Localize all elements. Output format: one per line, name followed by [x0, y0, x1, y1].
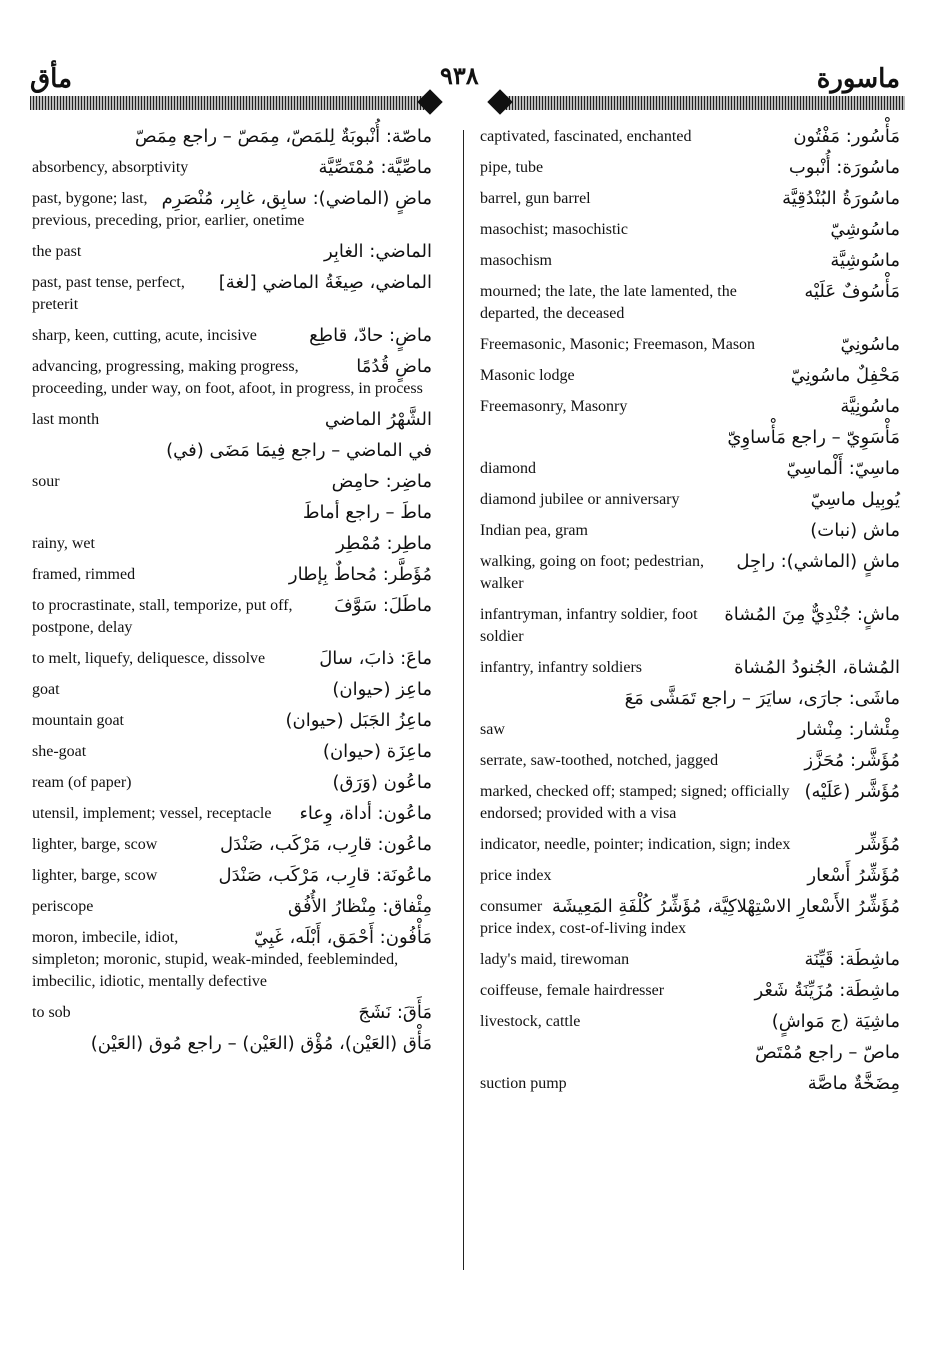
dictionary-entry: [32, 126, 432, 148]
dictionary-entry: [32, 595, 432, 639]
definition-english: infantryman, infantry soldier, foot soldier: [480, 606, 698, 645]
header-rule-right: [500, 96, 905, 110]
headword-arabic: ماشٍ: جُنْدِيٌّ مِنَ المُشاة: [724, 604, 900, 625]
headword-arabic: مَأْفُون: أَحْمَق، أَبْلَه، غَبِيّ: [253, 927, 432, 948]
running-head-right: ماسورة: [816, 64, 900, 93]
dictionary-entry: [480, 896, 900, 940]
headword-arabic: مُؤَشِّر: [856, 834, 900, 855]
definition-english: last month: [32, 411, 100, 428]
definition-english: to melt, liquefy, deliquesce, dissolve: [32, 650, 266, 667]
headword-arabic: ماسُونِيّ: [840, 334, 900, 355]
dictionary-entry: [32, 241, 432, 263]
headword-arabic: ماضٍ: حادّ، قاطِع: [309, 325, 432, 346]
headword-arabic: مَأْسَوِيّ – راجع مَأْساوِيّ: [727, 427, 900, 448]
dictionary-entry: [480, 781, 900, 825]
headword-arabic: ماطَ – راجع أماطَ: [302, 502, 432, 523]
definition-english: consumer price index, cost-of-living index: [480, 898, 687, 937]
headword-arabic: ماش (نبات): [810, 520, 900, 541]
ornament-diamond-right: [487, 89, 512, 114]
headword-arabic: مِئْشار: مِنْشار: [797, 719, 900, 740]
dictionary-entry: [32, 471, 432, 493]
dictionary-entry: [32, 440, 432, 462]
definition-english: she-goat: [32, 743, 87, 760]
dictionary-entry: [480, 750, 900, 772]
definition-english: Freemasonry, Masonry: [480, 398, 628, 415]
headword-arabic: مَأْسُور: مَفْتُون: [793, 126, 900, 147]
headword-arabic: ماسُونِيَّة: [840, 396, 900, 417]
definition-english: past, past tense, perfect, preterit: [32, 274, 185, 313]
dictionary-entry: [32, 356, 432, 400]
headword-arabic: مَأْق (العَيْن)، مُؤْق (العَيْن) – راجع مُوق (العَيْن): [90, 1033, 432, 1054]
definition-english: goat: [32, 681, 60, 698]
dictionary-entry: [480, 719, 900, 741]
headword-arabic: ماشِيَة (ج مَواشٍ): [771, 1011, 900, 1032]
definition-english: advancing, progressing, making progress, proceeding, under way, on foot, afoot, in progress, in process: [32, 358, 423, 397]
dictionary-entry: [480, 126, 900, 148]
headword-arabic: ماسُوشِيَّة: [830, 250, 900, 271]
dictionary-entry: [480, 657, 900, 679]
definition-english: the past: [32, 243, 82, 260]
dictionary-entry: [32, 741, 432, 763]
definition-english: rainy, wet: [32, 535, 95, 552]
headword-arabic: ماعِزَة (حيوان): [322, 741, 432, 762]
dictionary-entry: [480, 949, 900, 971]
definition-english: diamond jubilee or anniversary: [480, 491, 680, 508]
definition-english: mourned; the late, the late lamented, the departed, the deceased: [480, 283, 737, 322]
headword-arabic: ماطَلَ: سَوَّفَ: [334, 595, 432, 616]
headword-arabic: ماشَى: جارَى، سايَرَ – راجع تَمَشَّى مَعَ: [624, 688, 900, 709]
dictionary-entry: [32, 679, 432, 701]
headword-arabic: ماضِر: حامِض: [331, 471, 432, 492]
headword-arabic: مِضَخَّةٌ ماصَّة: [807, 1073, 900, 1094]
headword-arabic: ماسُورَةُ البُنْدُقِيَّة: [782, 188, 900, 209]
running-head-left: مأق: [30, 64, 73, 93]
definition-english: ream (of paper): [32, 774, 132, 791]
dictionary-entry: [32, 1033, 432, 1055]
definition-english: saw: [480, 721, 505, 738]
dictionary-entry: [480, 865, 900, 887]
definition-english: periscope: [32, 898, 94, 915]
dictionary-entry: [480, 250, 900, 272]
headword-arabic: ماشِطَة: قَيِّنَة: [804, 949, 900, 970]
dictionary-entry: [32, 188, 432, 232]
definition-english: lady's maid, tirewoman: [480, 951, 630, 968]
dictionary-entry: [480, 334, 900, 356]
dictionary-entry: [480, 188, 900, 210]
dictionary-entry: [32, 710, 432, 732]
dictionary-entry: [32, 564, 432, 586]
dictionary-entry: [480, 1011, 900, 1033]
dictionary-entry: [32, 502, 432, 524]
dictionary-entry: [32, 325, 432, 347]
dictionary-entry: [480, 396, 900, 418]
dictionary-entry: [480, 157, 900, 179]
definition-english: pipe, tube: [480, 159, 544, 176]
dictionary-entry: [32, 272, 432, 316]
headword-arabic: ماعُون: أداة، وِعاء: [299, 803, 432, 824]
dictionary-entry: [32, 772, 432, 794]
definition-english: Freemasonic, Masonic; Freemason, Mason: [480, 336, 756, 353]
headword-arabic: ماطِر: مُمْطِر: [336, 533, 432, 554]
definition-english: Masonic lodge: [480, 367, 575, 384]
headword-arabic: مُؤَشَّر: مُحَزَّز: [804, 750, 900, 771]
headword-arabic: مُؤَطَّر: مُحاطٌ بِإطار: [288, 564, 432, 585]
definition-english: barrel, gun barrel: [480, 190, 591, 207]
headword-arabic: ماصّ – راجع مُمْتَصّ: [755, 1042, 900, 1063]
definition-english: livestock, cattle: [480, 1013, 581, 1030]
definition-english: captivated, fascinated, enchanted: [480, 128, 692, 145]
definition-english: sharp, keen, cutting, acute, incisive: [32, 327, 257, 344]
headword-arabic: ماشٍ (الماشي): راجِل: [736, 551, 900, 572]
dictionary-entry: [32, 865, 432, 887]
headword-arabic: مُؤَشِّرُ أَسْعار: [807, 865, 900, 886]
headword-arabic: ماضٍ (الماضي): سابِق، غابِر، مُنْصَرِم: [161, 188, 432, 209]
dictionary-entry: [480, 604, 900, 648]
headword-arabic: مَأَقَ: نَشَجَ: [358, 1002, 432, 1023]
definition-english: absorbency, absorptivity: [32, 159, 189, 176]
dictionary-entry: [480, 365, 900, 387]
dictionary-entry: [480, 1042, 900, 1064]
definition-english: marked, checked off; stamped; signed; officially endorsed; provided with a visa: [480, 783, 790, 822]
headword-arabic: ماعَ: ذابَ، سالَ: [319, 648, 432, 669]
headword-arabic: الماضي: الغابِر: [323, 241, 432, 262]
definition-english: mountain goat: [32, 712, 124, 729]
dictionary-entry: [32, 834, 432, 856]
headword-arabic: ماصِّيَّة: مُمْتَصِّيَّة: [318, 157, 432, 178]
definition-english: diamond: [480, 460, 536, 477]
headword-arabic: مُؤَشِّرُ الأَسْعارِ الاسْتِهْلاكِيَّة، مُؤَشِّرُ كُلْفَةِ المَعِيشَة: [551, 896, 900, 917]
definition-english: utensil, implement; vessel, receptacle: [32, 805, 272, 822]
definition-english: framed, rimmed: [32, 566, 136, 583]
definition-english: past, bygone; last, previous, preceding, prior, earlier, onetime: [32, 190, 305, 229]
right-column: [480, 126, 900, 1104]
headword-arabic: ماسُورَة: أُنْبوب: [788, 157, 900, 178]
dictionary-entry: [32, 1002, 432, 1024]
definition-english: infantry, infantry soldiers: [480, 659, 643, 676]
dictionary-entry: [480, 219, 900, 241]
definition-english: lighter, barge, scow: [32, 836, 158, 853]
dictionary-entry: [480, 834, 900, 856]
dictionary-entry: [32, 648, 432, 670]
definition-english: price index: [480, 867, 552, 884]
headword-arabic: ماشِطَة: مُزَيِّنَةُ شَعْر: [754, 980, 900, 1001]
definition-english: serrate, saw-toothed, notched, jagged: [480, 752, 719, 769]
definition-english: masochist; masochistic: [480, 221, 628, 238]
definition-english: indicator, needle, pointer; indication, sign; index: [480, 836, 791, 853]
dictionary-entry: [32, 803, 432, 825]
dictionary-entry: [480, 1073, 900, 1095]
definition-english: coiffeuse, female hairdresser: [480, 982, 665, 999]
headword-arabic: ماعُون (وَرَق): [332, 772, 432, 793]
dictionary-entry: [480, 980, 900, 1002]
header-rule-left: [30, 96, 435, 110]
page-number: ٩٣٨: [440, 64, 479, 90]
dictionary-entry: [480, 281, 900, 325]
headword-arabic: مَحْفِلٌ ماسُونِيّ: [790, 365, 900, 386]
headword-arabic: في الماضي – راجع فِيمَا مَضَى (في): [166, 440, 432, 461]
headword-arabic: ماصّة: أُنْبوبَةٌ لِلمَصّ، مِمَصّ – راجع مِمَصّ: [134, 126, 432, 147]
dictionary-entry: [480, 427, 900, 449]
definition-english: to sob: [32, 1004, 71, 1021]
headword-arabic: ماسِيّ: أَلْماسِيّ: [786, 458, 900, 479]
definition-english: masochism: [480, 252, 552, 269]
dictionary-entry: [32, 927, 432, 993]
left-column: [32, 126, 432, 1064]
definition-english: moron, imbecile, idiot, simpleton; moronic, stupid, weak-minded, feebleminded, imbecilic, idiotic, mentally defective: [32, 929, 399, 990]
headword-arabic: مِئْفاق: مِنْظارُ الأُفُق: [287, 896, 432, 917]
headword-arabic: ماضٍ قُدُمًا: [356, 356, 432, 377]
headword-arabic: الماضي، صِيغَةُ الماضي [لغة]: [218, 272, 432, 293]
headword-arabic: يُوبِيل ماسِيّ: [810, 489, 900, 510]
dictionary-entry: [32, 896, 432, 918]
dictionary-entry: [480, 458, 900, 480]
dictionary-entry: [32, 409, 432, 431]
headword-arabic: مَأْسُوفٌ عَلَيْه: [804, 281, 900, 302]
headword-arabic: المُشاة، الجُنودُ المُشاة: [734, 657, 900, 678]
definition-english: suction pump: [480, 1075, 567, 1092]
definition-english: Indian pea, gram: [480, 522, 588, 539]
headword-arabic: ماعِزُ الجَبَل (حيوان): [285, 710, 432, 731]
headword-arabic: ماسُوشِيّ: [830, 219, 900, 240]
dictionary-entry: [480, 551, 900, 595]
definition-english: walking, going on foot; pedestrian, walker: [480, 553, 704, 592]
dictionary-entry: [32, 533, 432, 555]
definition-english: lighter, barge, scow: [32, 867, 158, 884]
dictionary-entry: [32, 157, 432, 179]
column-divider: [463, 130, 464, 1270]
dictionary-entry: [480, 489, 900, 511]
ornament-diamond-left: [417, 89, 442, 114]
dictionary-entry: [480, 520, 900, 542]
definition-english: sour: [32, 473, 60, 490]
headword-arabic: مُؤَشَّر (عَلَيْه): [804, 781, 900, 802]
headword-arabic: ماعُون: قارِب، مَرْكَب، صَنْدَل: [219, 834, 432, 855]
definition-english: to procrastinate, stall, temporize, put off, postpone, delay: [32, 597, 293, 636]
headword-arabic: الشَّهْرُ الماضي: [324, 409, 432, 430]
dictionary-entry: [480, 688, 900, 710]
headword-arabic: ماعِز (حيوان): [332, 679, 432, 700]
headword-arabic: ماعُونَة: قارِب، مَرْكَب، صَنْدَل: [218, 865, 432, 886]
